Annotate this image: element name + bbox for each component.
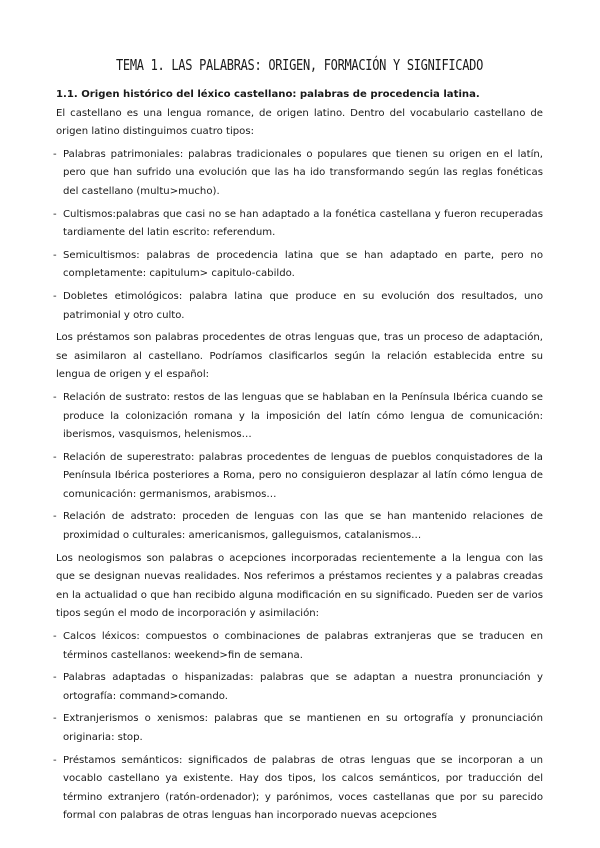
list-item-text: Palabras adaptadas o hispanizadas: palabras que se adaptan a nuestra pronunciación y ortografía: command>comando.	[63, 672, 543, 702]
intro-paragraph: El castellano es una lengua romance, de origen latino. Dentro del vocabulario castellano de origen latino distinguimos cuatro tipos:	[56, 107, 543, 138]
section-heading: 1.1. Origen histórico del léxico castellano: palabras de procedencia latina.	[56, 89, 480, 100]
list-item-text: Semicultismos: palabras de procedencia latina que se han adaptado en parte, pero no completamente: capitulum> capitulo-cabildo.	[63, 249, 543, 280]
bullet-dash: -	[53, 631, 57, 643]
list-item	[53, 710, 543, 747]
bullet-dash: -	[53, 451, 57, 463]
list-item-text: Relación de sustrato: restos de las lenguas que se hablaban en la Península Ibérica cuando se produce la colonización romana y la imposición del latín cómo lengua de comunicación: iberismos, vasquismos, helenismos…	[63, 391, 543, 441]
list-item	[53, 389, 543, 445]
list-item-text: Palabras patrimoniales: palabras tradicionales o populares que tienen su origen en el latín, pero que han sufrido una evolución que las ha ido transformando según las reglas fonéticas del castellano (multu>mucho).	[63, 148, 543, 197]
bullet-dash: -	[53, 249, 57, 261]
list-item	[53, 247, 543, 284]
list-item	[53, 449, 543, 505]
list-item	[53, 669, 543, 706]
list-item-text: Calcos léxicos: compuestos o combinaciones de palabras extranjeras que se traducen en términos castellanos: weekend>fin de semana.	[63, 631, 543, 661]
list-item-text: Cultismos:palabras que casi no se han adaptado a la fonética castellana y fueron recuperadas tardiamente del latin escrito: referendum.	[63, 208, 543, 239]
bullet-dash: -	[53, 672, 57, 684]
neologism-types-list	[53, 628, 543, 826]
bullet-dash: -	[53, 391, 57, 403]
list-item-text: Dobletes etimológicos: palabra latina que produce en su evolución dos resultados, uno patrimonial y otro culto.	[63, 290, 543, 321]
loan-types-list	[53, 389, 543, 546]
list-item-text: Relación de adstrato: proceden de lenguas con las que se han mantenido relaciones de proximidad o culturales: americanismos, galleguismos, catalanismos…	[63, 511, 543, 542]
list-item	[53, 752, 543, 826]
list-item-text: Extranjerismos o xenismos: palabras que se mantienen en su ortografía y pronunciación originaria: stop.	[63, 713, 543, 743]
page-title: TEMA 1. LAS PALABRAS: ORIGEN, FORMACIÓN Y SIGNIFICADO	[115, 56, 483, 74]
bullet-dash: -	[53, 713, 57, 725]
bullet-dash: -	[53, 208, 57, 220]
list-item	[53, 628, 543, 665]
list-item	[53, 206, 543, 243]
list-item	[53, 508, 543, 545]
bullet-dash: -	[53, 290, 57, 302]
list-item-text: Préstamos semánticos: significados de palabras de otras lenguas que se incorporan a un vocablo castellano ya existente. Hay dos tipos, los calcos semánticos, por traducción del término extranjero (ratón-ordenador); y parónimos, voces castellanas que por su parecido formal con palabras de otras lenguas han incorporado nuevas acepciones	[63, 754, 543, 822]
bullet-dash: -	[53, 511, 57, 523]
list-item	[53, 146, 543, 202]
list-item-text: Relación de superestrato: palabras procedentes de lenguas de pueblos conquistadores de la Península Ibérica posteriores a Roma, pero no consiguieron desplazar al latín cómo lengua de comunicación: germanismos, arabismos…	[63, 451, 543, 500]
neologisms-paragraph: Los neologismos son palabras o acepciones incorporadas recientemente a la lengua con las que se designan nuevas realidades. Nos referimos a préstamos recientes y a palabras creadas en la actualidad o que han recibido alguna modificación en su significado. Pueden ser de varios tipos según el modo de incorporación y asimilación:	[56, 552, 543, 620]
bullet-dash: -	[53, 148, 57, 160]
latin-types-list	[53, 146, 543, 325]
loans-paragraph: Los préstamos son palabras procedentes de otras lenguas que, tras un proceso de adaptación, se asimilaron al castellano. Podríamos clasificarlos según la relación establecida entre su lengua de origen y el español:	[56, 332, 543, 381]
bullet-dash: -	[53, 754, 57, 766]
list-item	[53, 288, 543, 325]
